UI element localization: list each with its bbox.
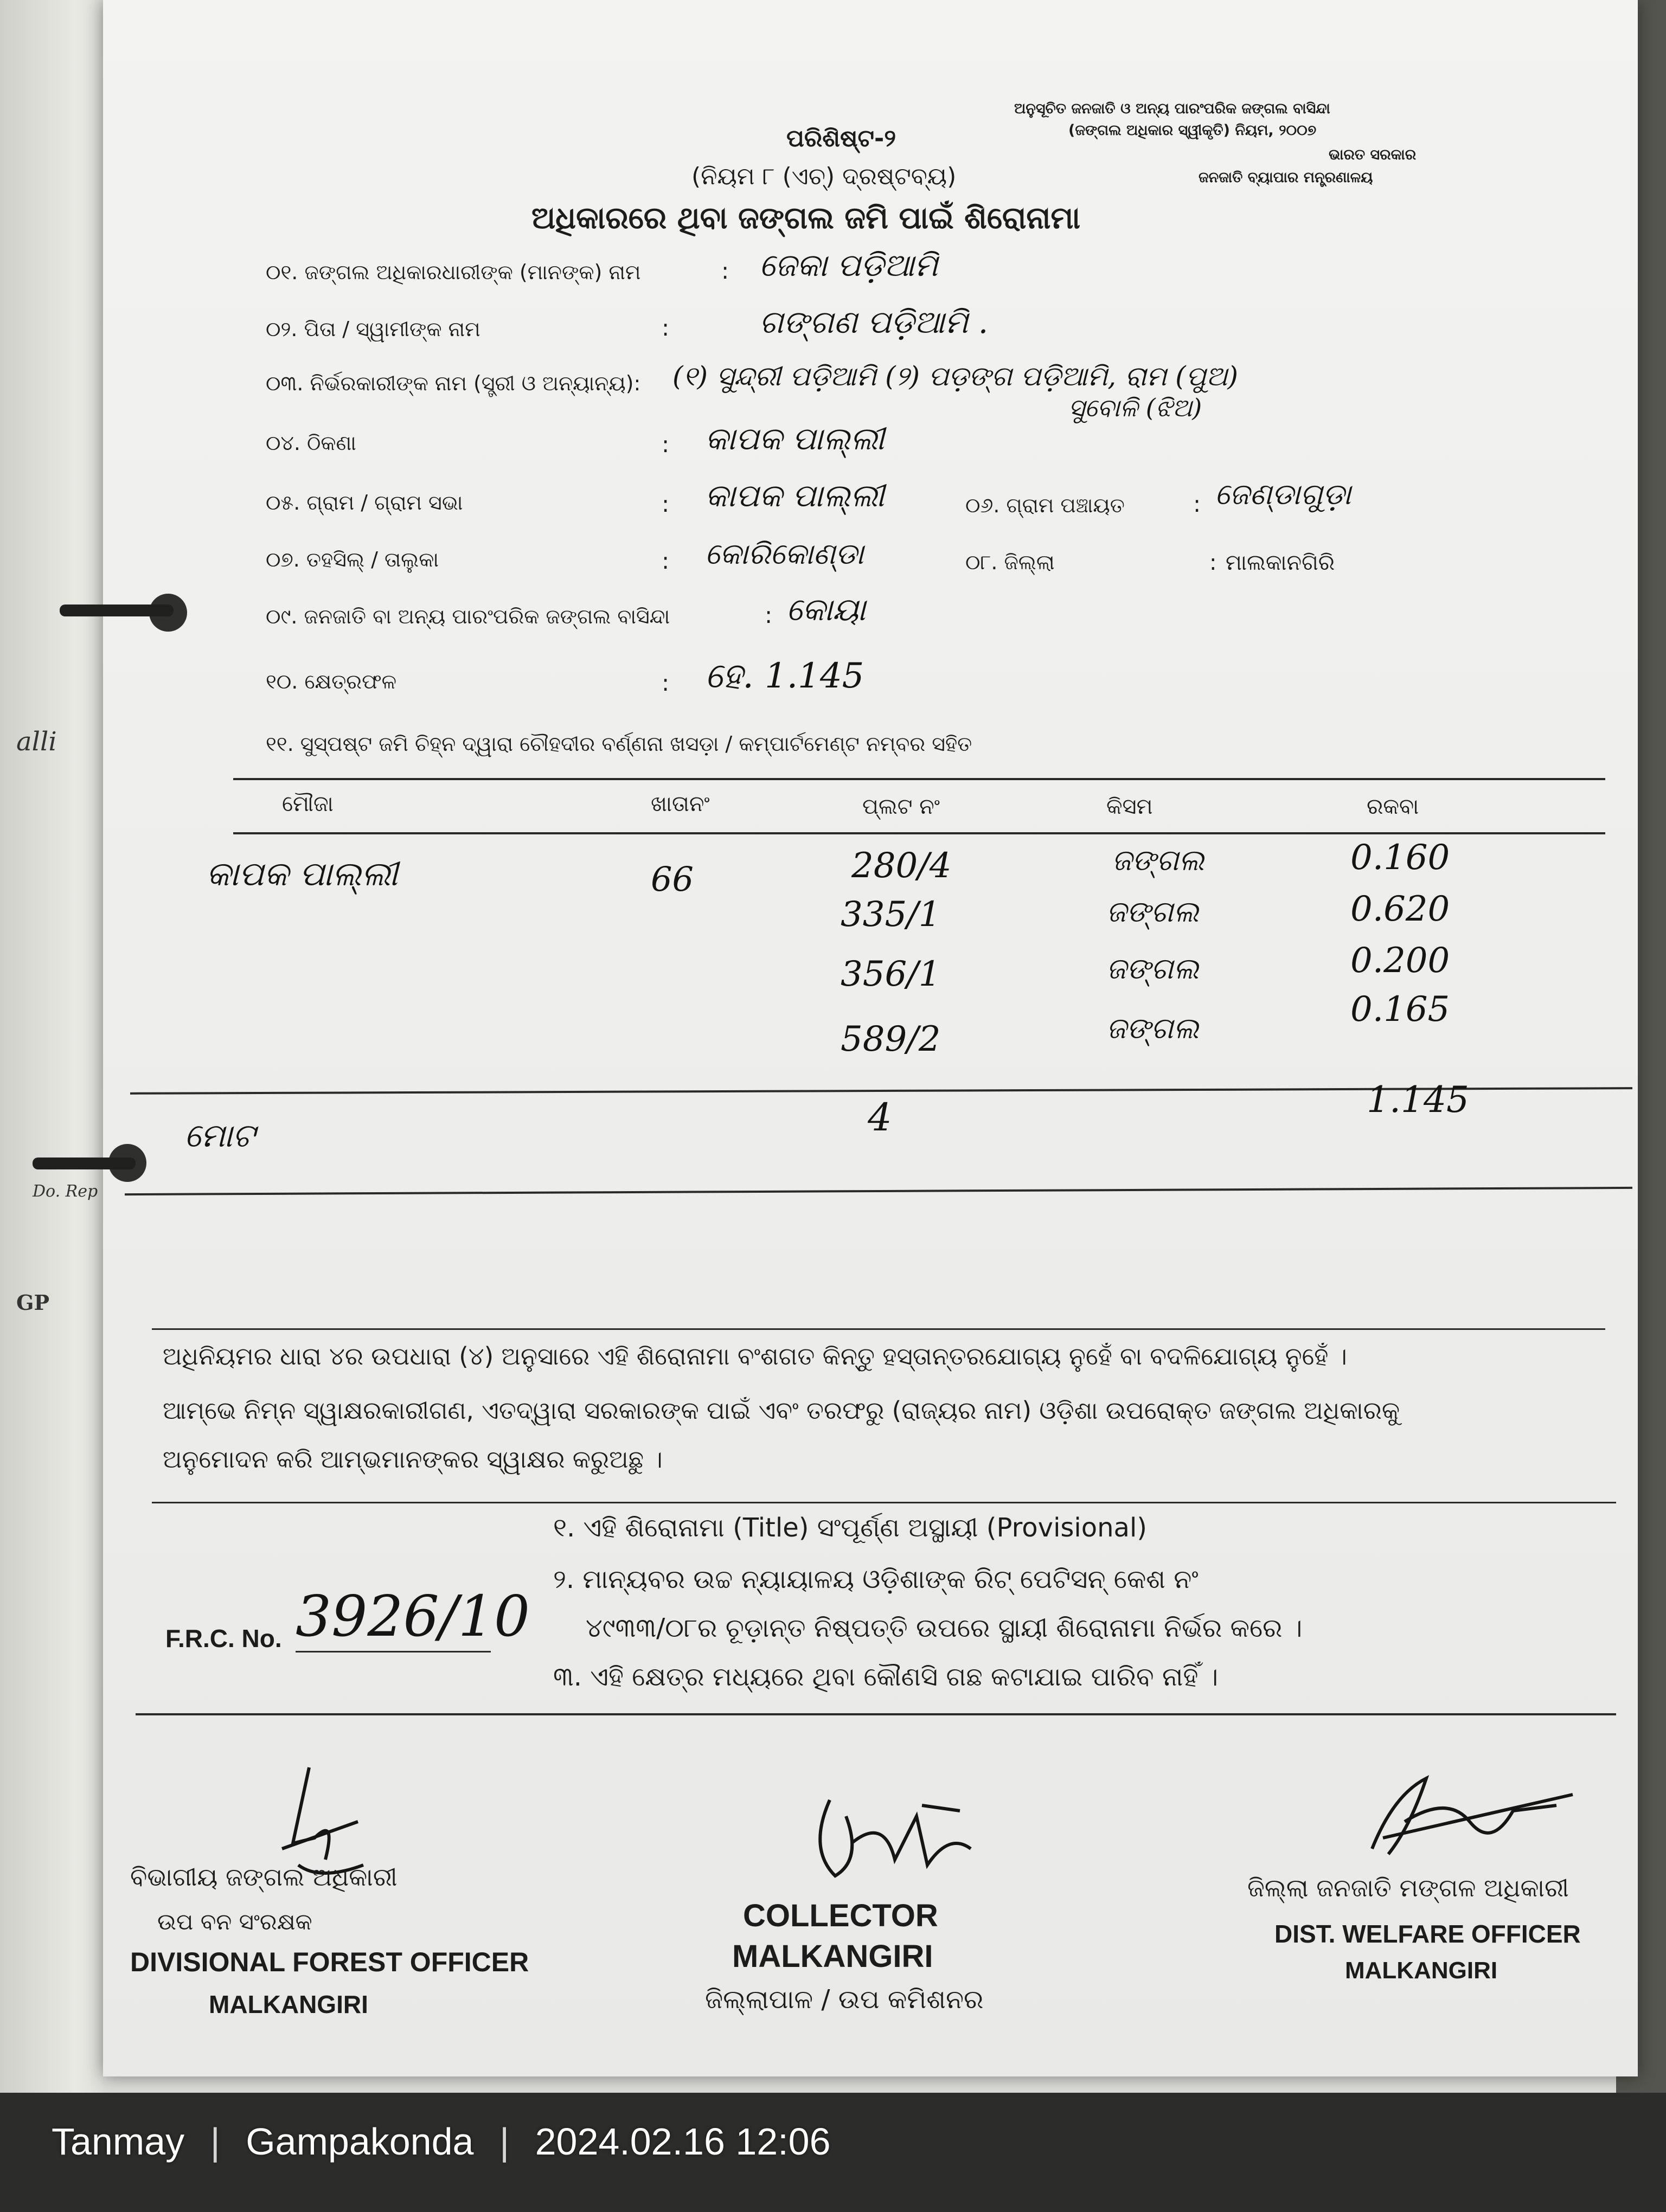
act-line-2: (ଜଙ୍ଗଲ ଅଧିକାର ସ୍ୱୀକୃତି) ନିୟମ, ୨୦୦୭ xyxy=(1068,122,1317,139)
total-area: 1.145 xyxy=(1367,1079,1469,1121)
header-kisam: କିସମ xyxy=(1106,794,1153,819)
frc-label: F.R.C. No. xyxy=(165,1624,282,1652)
plot-value: 356/1 xyxy=(841,954,941,994)
area-value: 0.200 xyxy=(1350,941,1450,981)
kisam-value: ଜଙ୍ଗଲ xyxy=(1106,951,1199,986)
field-02-value: ଗଙ୍ଗଣ ପଡ଼ିଆମି . xyxy=(759,304,989,340)
field-06-sep: : xyxy=(1193,491,1201,517)
note-2b: ୪୯୩୩/୦୮ର ଚୂଡ଼ାନ୍ତ ନିଷ୍ପତ୍ତି ଉପରେ ସ୍ଥାୟୀ ଶିରୋନାମା ନିର୍ଭର କରେ । xyxy=(586,1613,1303,1643)
header-area: ରକବା xyxy=(1367,794,1419,819)
plot-value: 335/1 xyxy=(841,895,941,935)
collector-title-english: COLLECTOR xyxy=(743,1898,938,1933)
dfo-title-odia: ବିଭାଗୀୟ ଜଙ୍ଗଲ ଅଧିକାରୀ xyxy=(130,1862,398,1892)
field-08-label: ୦୮. ଜିଲ୍ଲା xyxy=(965,550,1055,574)
header-plot: ପ୍ଲଟ ନଂ xyxy=(862,794,940,819)
note-1: ୧. ଏହି ଶିରୋନାମା (Title) ସଂପୂର୍ଣ୍ଣ ଅସ୍ଥାୟୀ (Provisional) xyxy=(553,1513,1148,1543)
stamp-divider: | xyxy=(210,2120,220,2163)
declaration-line-1: ଅଧିନିୟମର ଧାରା ୪ର ଉପଧାରା (୪) ଅନୁସାରେ ଏହି ଶିରୋନାମା ବଂଶଗତ କିନ୍ତୁ ହସ୍ତାନ୍ତରଯୋଗ୍ୟ ନୁହେଁ ବା ବଦଳିଯୋଗ୍ୟ ନୁହେଁ । xyxy=(163,1342,1347,1371)
rule-reference: (ନିୟମ ୮ (ଏଚ୍) ଦ୍ରଷ୍ଟବ୍ୟ) xyxy=(691,163,957,190)
field-10-value: ହେ. 1.145 xyxy=(705,656,864,696)
photo-author: Tanmay xyxy=(52,2120,185,2163)
field-09-label: ୦୯. ଜନଜାତି ବା ଅନ୍ୟ ପାରଂପରିକ ଜଙ୍ଗଲ ବାସିନ୍ଦା xyxy=(266,605,670,628)
dfo-subtitle-odia: ଉପ ବନ ସଂରକ୍ଷକ xyxy=(157,1908,312,1935)
plot-value: 280/4 xyxy=(851,846,952,886)
signatures-top-rule xyxy=(136,1713,1616,1715)
header-mouza: ମୌଜା xyxy=(282,792,334,816)
photo-datetime: 2024.02.16 12:06 xyxy=(535,2120,831,2163)
dwo-district-english: MALKANGIRI xyxy=(1345,1957,1498,1984)
declaration-line-2: ଆମ୍ଭେ ନିମ୍ନ ସ୍ୱାକ୍ଷରକାରୀଗଣ, ଏତଦ୍ୱାରା ସରକାରଙ୍କ ପାଇଁ ଏବଂ ତରଫରୁ (ରାଜ୍ୟର ନାମ) ଓଡ଼ିଶା ଉପରୋକ୍ତ ଜଙ୍ଗଲ ଅଧିକାରକୁ xyxy=(163,1396,1400,1425)
area-value: 0.165 xyxy=(1350,989,1450,1030)
plot-value: 589/2 xyxy=(841,1019,941,1059)
field-06-label: ୦୬. ଗ୍ରାମ ପଞ୍ଚାୟତ xyxy=(965,493,1125,517)
field-08-value: ମାଲକାନଗିରି xyxy=(1226,550,1335,575)
field-01-label: ୦୧. ଜଙ୍ଗଲ ଅଧିକାରଧାରୀଙ୍କ (ମାନଙ୍କ) ନାମ xyxy=(266,260,641,284)
govt-line: ଭାରତ ସରକାର xyxy=(1329,146,1417,163)
margin-note-3: GP xyxy=(16,1290,50,1315)
area-value: 0.620 xyxy=(1350,889,1450,929)
area-value: 0.160 xyxy=(1350,838,1450,878)
total-plots: 4 xyxy=(868,1095,892,1140)
total-bottom-rule xyxy=(125,1187,1632,1195)
dwo-signature xyxy=(1329,1762,1632,1870)
field-09-sep: : xyxy=(765,602,773,628)
collector-signature xyxy=(797,1784,1079,1903)
document-title: ଅଧିକାରରେ ଥିବା ଜଙ୍ଗଲ ଜମି ପାଇଁ ଶିରୋନାମା xyxy=(531,201,1081,236)
field-06-value: ଜେଣ୍ଡାଗୁଡ଼ା xyxy=(1215,477,1351,511)
declaration-line-3: ଅନୁମୋଦନ କରି ଆମ୍ଭମାନଙ୍କର ସ୍ୱାକ୍ଷର କରୁଅଛୁ । xyxy=(163,1445,663,1474)
declaration-top-rule xyxy=(152,1328,1605,1330)
field-03-label: ୦୩. ନିର୍ଭରକାରୀଙ୍କ ନାମ (ସ୍ତ୍ରୀ ଓ ଅନ୍ୟାନ୍ୟ): xyxy=(266,371,641,395)
field-04-label: ୦୪. ଠିକଣା xyxy=(266,431,356,455)
field-07-sep: : xyxy=(662,548,670,574)
margin-note-2: Do. Rep xyxy=(33,1182,98,1201)
collector-district-english: MALKANGIRI xyxy=(732,1939,933,1974)
ministry-line: ଜନଜାତି ବ୍ୟାପାର ମନ୍ତ୍ରଣାଳୟ xyxy=(1199,169,1373,186)
note-2a: ୨. ମାନ୍ୟବର ଉଚ୍ଚ ନ୍ୟାୟାଳୟ ଓଡ଼ିଶାଙ୍କ ରିଟ୍ ପେଟିସନ୍ କେଶ ନଂ xyxy=(553,1564,1199,1594)
binding-thread-top xyxy=(60,605,174,616)
binding-thread-bottom xyxy=(33,1158,136,1169)
field-10-label: ୧୦. କ୍ଷେତ୍ରଫଳ xyxy=(266,670,397,693)
field-05-sep: : xyxy=(662,491,670,517)
header-khata: ଖାତାନଂ xyxy=(651,792,710,816)
dwo-title-english: DIST. WELFARE OFFICER xyxy=(1274,1920,1581,1948)
table-top-rule xyxy=(233,778,1605,780)
photo-location: Gampakonda xyxy=(246,2120,474,2163)
field-07-value: କୋରିକୋଣ୍ଡା xyxy=(705,537,864,571)
appendix-label: ପରିଶିଷ୍ଟ-୨ xyxy=(786,125,896,152)
dfo-district-english: MALKANGIRI xyxy=(209,1990,368,2018)
field-08-sep: : xyxy=(1209,550,1217,575)
dfo-title-english: DIVISIONAL FOREST OFFICER xyxy=(130,1947,529,1977)
field-03-value: (୧) ସୁନ୍ଦ୍ରୀ ପଡ଼ିଆମି (୨) ପଡ଼ଙ୍ଗ ପଡ଼ିଆମି, ରାମ (ପୁଅ) xyxy=(672,361,1238,392)
dwo-title-odia: ଜିଲ୍ଲା ଜନଜାତି ମଙ୍ଗଳ ଅଧିକାରୀ xyxy=(1247,1873,1569,1902)
frc-value: 3926/10 xyxy=(296,1583,530,1649)
field-03-value-2: ସୁବୋଳି (ଝିଅ) xyxy=(1068,393,1202,422)
stamp-divider: | xyxy=(499,2120,510,2163)
kisam-value: ଜଙ୍ଗଲ xyxy=(1106,895,1199,929)
total-label: ମୋଟ xyxy=(184,1117,255,1155)
mouza-value: କାପକ ପାଲ୍ଲୀ xyxy=(206,854,398,893)
field-04-sep: : xyxy=(662,431,670,458)
collector-title-odia: ଜିଲ୍ଲାପାଳ / ଉପ କମିଶନର xyxy=(705,1984,984,2015)
note-3: ୩. ଏହି କ୍ଷେତ୍ର ମଧ୍ୟରେ ଥିବା କୌଣସି ଗଛ କଟାଯାଇ ପାରିବ ନାହିଁ । xyxy=(553,1662,1219,1692)
act-line-1: ଅନୁସୂଚିତ ଜନଜାତି ଓ ଅନ୍ୟ ପାରଂପରିକ ଜଙ୍ଗଲ ବାସିନ୍ଦା xyxy=(1014,100,1330,117)
field-05-value: କାପକ ପାଲ୍ଲୀ xyxy=(705,477,885,514)
kisam-value: ଜଙ୍ଗଲ xyxy=(1112,843,1204,877)
field-09-value: କୋୟା xyxy=(786,591,866,628)
field-10-sep: : xyxy=(662,670,670,696)
table-header-rule xyxy=(233,832,1605,834)
kisam-value: ଜଙ୍ଗଲ xyxy=(1106,1011,1199,1045)
document-page xyxy=(103,0,1638,2076)
photo-stamp xyxy=(52,2120,831,2163)
frc-underline xyxy=(296,1651,491,1652)
margin-note-1: alli xyxy=(16,726,57,757)
field-01-value: ଜେକା ପଡ଼ିଆମି xyxy=(759,247,938,284)
field-02-sep: : xyxy=(662,314,670,341)
field-07-label: ୦୭. ତହସିଲ୍ / ତାଲୁକା xyxy=(266,548,439,571)
field-04-value: କାପକ ପାଲ୍ଲୀ xyxy=(705,420,885,457)
field-01-sep: : xyxy=(721,258,729,284)
notes-top-rule xyxy=(152,1502,1616,1503)
field-05-label: ୦୫. ଗ୍ରାମ / ଗ୍ରାମ ସଭା xyxy=(266,491,463,515)
boundary-description-label: ୧୧. ସୁସ୍ପଷ୍ଟ ଜମି ଚିହ୍ନ ଦ୍ୱାରା ଚୌହଦୀର ବର୍ଣ୍ଣନା ଖସଡ଼ା / କମ୍ପାର୍ଟମେଣ୍ଟ ନମ୍ବର ସହିତ xyxy=(266,732,972,756)
khata-value: 66 xyxy=(651,859,694,899)
field-02-label: ୦୨. ପିତା / ସ୍ୱାମୀଙ୍କ ନାମ xyxy=(266,317,480,341)
